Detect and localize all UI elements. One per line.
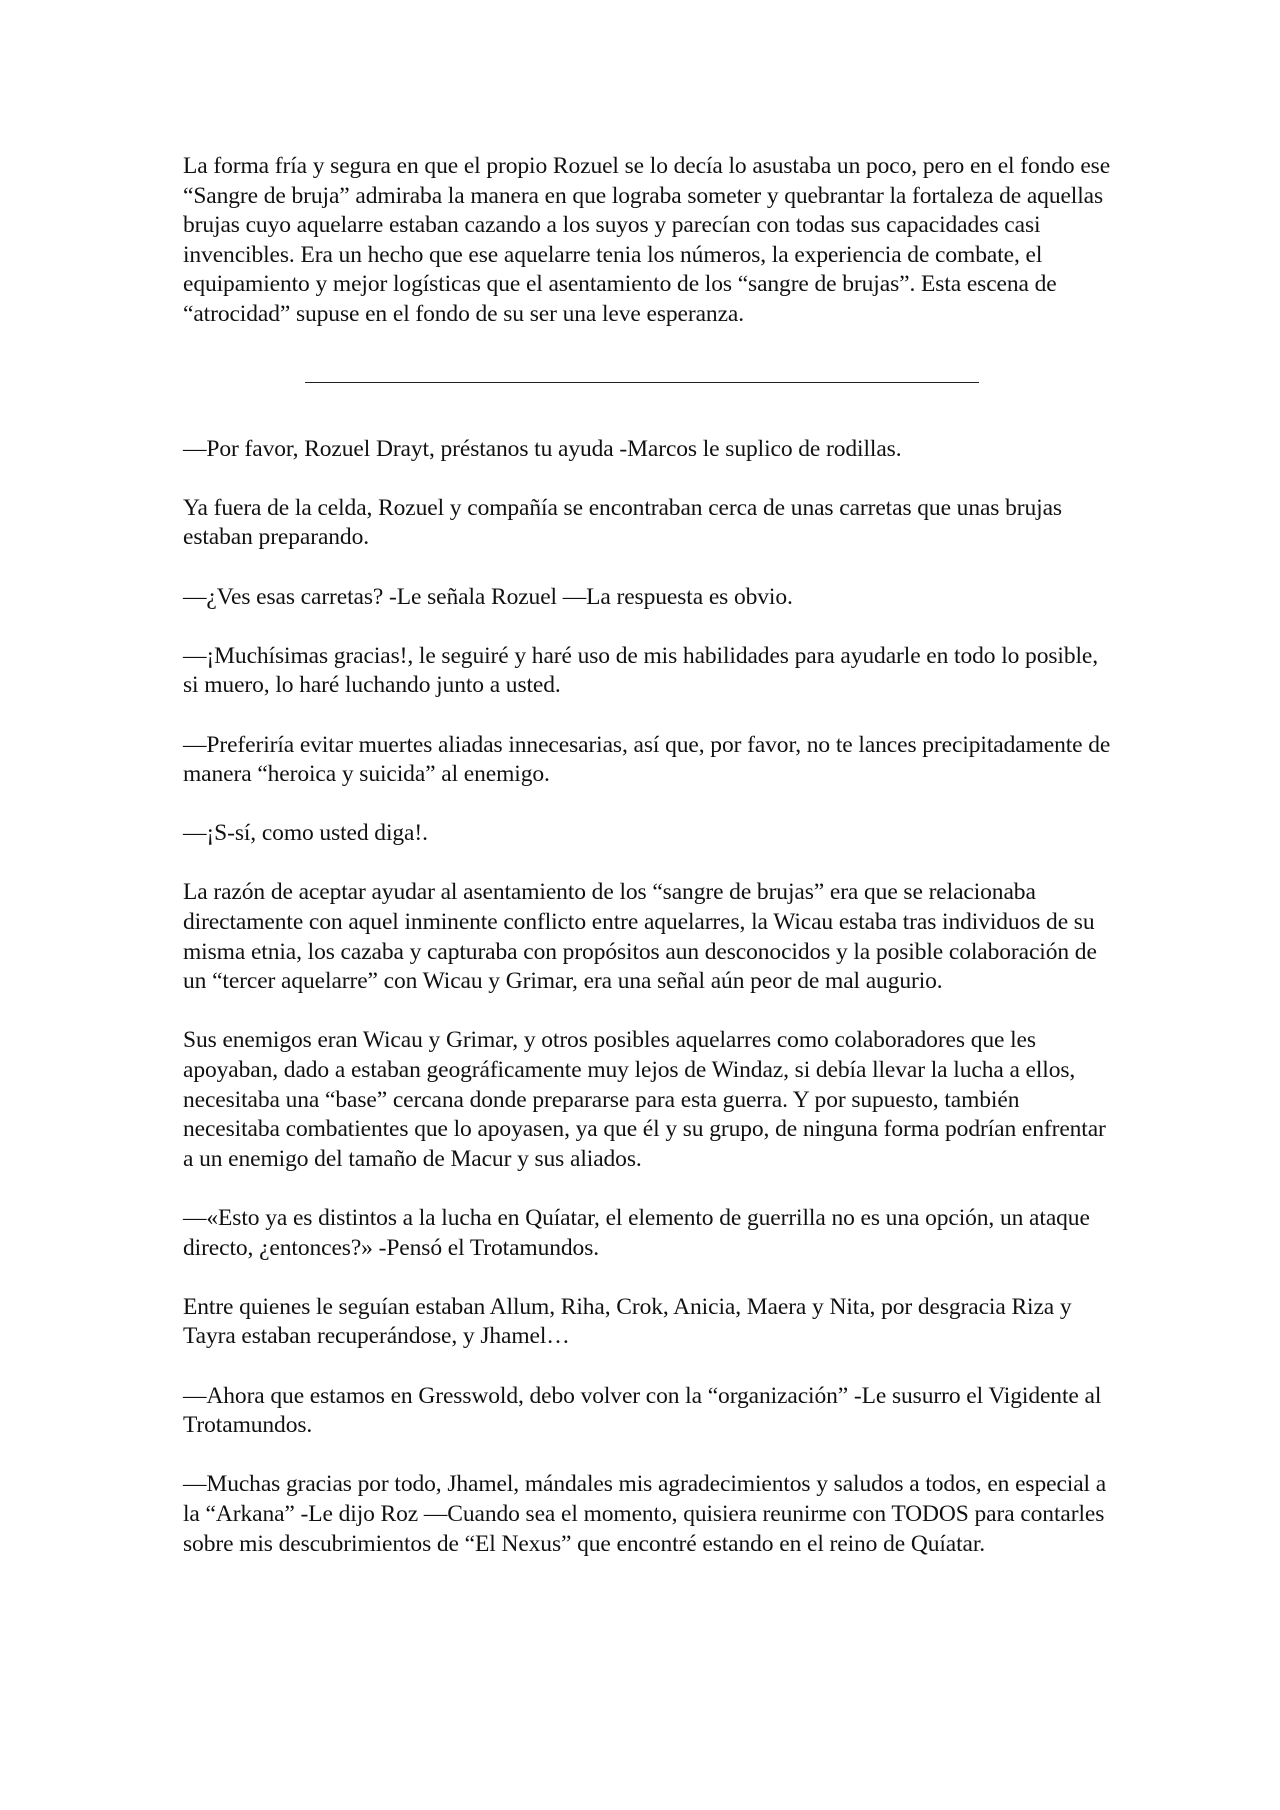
document-page: [183, 152, 1113, 1559]
paragraph: Ya fuera de la celda, Rozuel y compañía se encontraban cerca de unas carretas que unas brujas estaban preparando.: [183, 494, 1062, 551]
spacer: [183, 1352, 1113, 1382]
spacer: [183, 701, 1113, 731]
paragraph: —Preferiría evitar muertes aliadas innecesarias, así que, por favor, no te lances precipitadamente de manera “heroica y suicida” al enemigo.: [183, 731, 1111, 788]
spacer: [183, 612, 1113, 642]
spacer: [183, 464, 1113, 494]
spacer: [183, 1174, 1113, 1204]
paragraph: —Muchas gracias por todo, Jhamel, mándales mis agradecimientos y saludos a todos, en especial a la “Arkana” -Le dijo Roz —Cuando sea el momento, quisiera reunirme con TODOS para contarles sobre mis descubrimientos de “El Nexus” que encontré estando en el reino de Quíatar.: [183, 1471, 1107, 1557]
spacer: [183, 383, 1113, 435]
paragraph: —Por favor, Rozuel Drayt, préstanos tu ayuda -Marcos le suplico de rodillas.: [183, 435, 902, 462]
spacer: [183, 1441, 1113, 1471]
spacer: [183, 330, 1113, 382]
spacer: [183, 1263, 1113, 1293]
paragraph: —¡S-sí, como usted diga!.: [183, 820, 428, 847]
spacer: [183, 849, 1113, 879]
paragraph: —Ahora que estamos en Gresswold, debo volver con la “organización” -Le susurro el Vigidente al Trotamundos.: [183, 1382, 1102, 1439]
paragraph: Entre quienes le seguían estaban Allum, Riha, Crok, Anicia, Maera y Nita, por desgracia Riza y Tayra estaban recuperándose, y Jhamel…: [183, 1293, 1072, 1350]
paragraph: —¿Ves esas carretas? -Le señala Rozuel —La respuesta es obvio.: [183, 583, 793, 610]
paragraph: —«Esto ya es distintos a la lucha en Quíatar, el elemento de guerrilla no es una opción, un ataque directo, ¿entonces?» -Pensó el Trotamundos.: [183, 1205, 1090, 1261]
paragraph: La forma fría y segura en que el propio Rozuel se lo decía lo asustaba un poco, pero en el fondo ese “Sangre de bruja” admiraba la manera en que lograba someter y quebrantar la fortaleza de aquellas brujas cuyo aquelarre estaban cazando a los suyos y parecían con todas sus capacidades casi invencibles. Era un hecho que ese aquelarre tenia los números, la experiencia de combate, el equipamiento y mejor logísticas que el asentamiento de los “sangre de brujas”. Esta escena de “atrocidad” supuse en el fondo de su ser una leve esperanza.: [183, 153, 1111, 327]
spacer: [183, 790, 1113, 820]
paragraph: Sus enemigos eran Wicau y Grimar, y otros posibles aquelarres como colaboradores que les apoyaban, dado a estaban geográficamente muy lejos de Windaz, si debía llevar la lucha a ellos, necesitaba una “base” cercana donde prepararse para esta guerra. Y por supuesto, también necesitaba combatientes que lo apoyasen, ya que él y su grupo, de ninguna forma podrían enfrentar a un enemigo del tamaño de Macur y sus aliados.: [183, 1027, 1106, 1172]
spacer: [183, 553, 1113, 583]
spacer: [183, 997, 1113, 1027]
paragraph: La razón de aceptar ayudar al asentamiento de los “sangre de brujas” era que se relacionaba directamente con aquel inminente conflicto entre aquelarres, la Wicau estaba tras individuos de su misma etnia, los cazaba y capturaba con propósitos aun desconocidos y la posible colaboración de un “tercer aquelarre” con Wicau y Grimar, era una señal aún peor de mal augurio.: [183, 879, 1097, 995]
paragraph: —¡Muchísimas gracias!, le seguiré y haré uso de mis habilidades para ayudarle en todo lo posible, si muero, lo haré luchando junto a usted.: [183, 642, 1099, 699]
